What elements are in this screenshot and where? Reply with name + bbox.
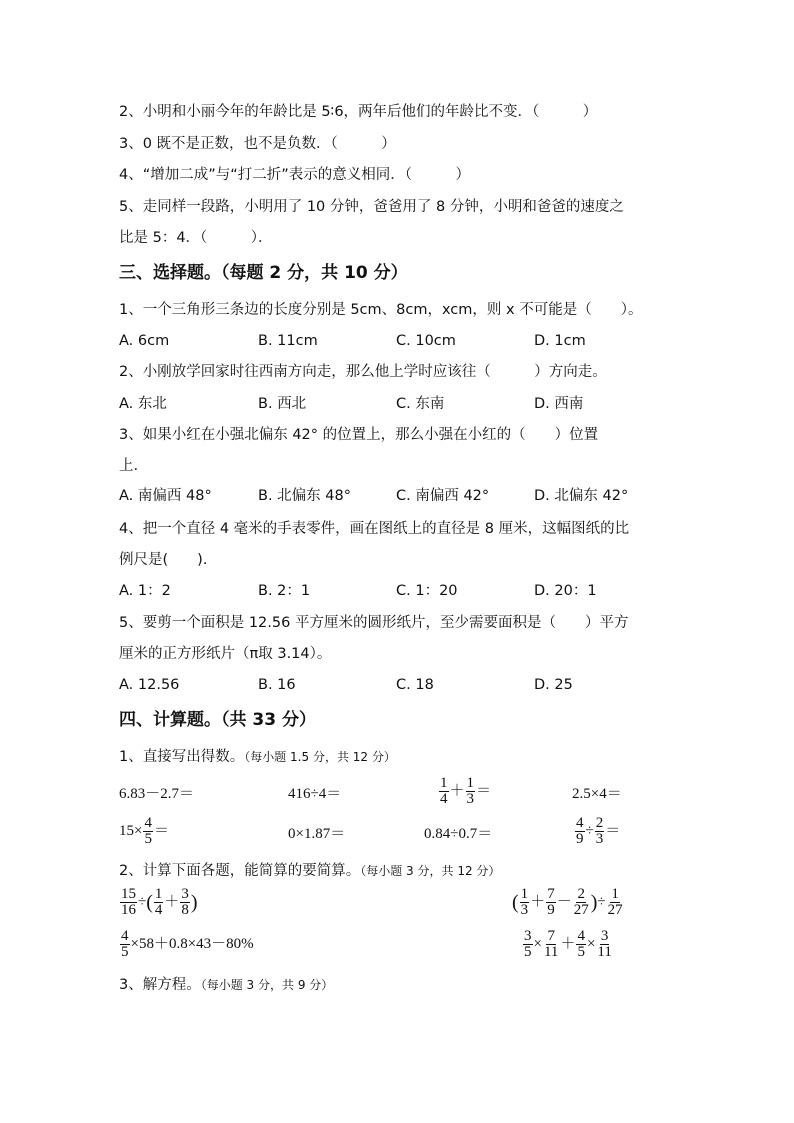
choice-q5-option-d: D. 25 bbox=[534, 677, 573, 693]
calc-item-7: 0.84÷0.7＝ bbox=[424, 826, 493, 842]
calc-item-6: 0×1.87＝ bbox=[288, 826, 346, 842]
choice-q4-option-b: B. 2：1 bbox=[258, 583, 311, 599]
fraction: $\frac{4}{9}$ bbox=[576, 815, 584, 847]
choice-q3-line2: 上. bbox=[119, 458, 139, 474]
choice-q2: 2、小刚放学回家时往西南方向走，那么他上学时应该往（ ）方向走。 bbox=[119, 364, 607, 380]
choice-q4-line2: 例尺是( ). bbox=[119, 552, 208, 568]
choice-q1: 1、一个三角形三条边的长度分别是 5cm、8cm，xcm，则 x 不可能是（ ）。 bbox=[119, 302, 643, 318]
choice-q2-option-d: D. 西南 bbox=[534, 396, 584, 412]
choice-q5-option-a: A. 12.56 bbox=[119, 677, 180, 693]
simplify-expr-2: ( $\frac{1}{3}$ ＋ $\frac{7}{9}$ － $\frac{2}{27}$ )÷ $\frac{1}{27}$ bbox=[512, 886, 623, 918]
choice-q1-option-c: C. 10cm bbox=[396, 333, 456, 349]
judge-q5-line2: 比是 5：4．（ ）． bbox=[119, 230, 273, 246]
calc-item-2: 416÷4＝ bbox=[288, 786, 342, 802]
calc-part1-heading bbox=[119, 747, 396, 767]
calc-item-3: $\frac{1}{4}$ ＋ $\frac{1}{3}$ ＝ bbox=[440, 775, 492, 807]
choice-q2-option-c: C. 东南 bbox=[396, 396, 445, 412]
choice-q1-option-b: B. 11cm bbox=[258, 333, 318, 349]
calc-item-4: 2.5×4＝ bbox=[572, 786, 622, 802]
calc-part3-note: （每小题 3 分，共 9 分） bbox=[200, 978, 334, 992]
fraction: $\frac{3}{8}$ bbox=[181, 886, 189, 918]
choice-q5-line1: 5、要剪一个面积是 12.56 平方厘米的圆形纸片，至少需要面积是（ ）平方 bbox=[119, 615, 629, 631]
calc-item-5: 15× $\frac{4}{5}$ ＝ bbox=[119, 815, 169, 847]
choice-q3-option-a: A. 南偏西 48° bbox=[119, 488, 212, 504]
calc-part1-note: （每小题 1.5 分，共 12 分） bbox=[244, 750, 396, 764]
choice-q2-option-b: B. 西北 bbox=[258, 396, 307, 412]
fraction: $\frac{1}{3}$ bbox=[466, 775, 475, 807]
simplify-expr-4: $\frac{3}{5}$ × $\frac{7}{11}$ ＋ $\frac{4}{5}$ × $\frac{3}{11}$ bbox=[524, 928, 612, 960]
fraction: $\frac{3}{5}$ bbox=[524, 928, 532, 960]
choice-q4-option-a: A. 1：2 bbox=[119, 583, 171, 599]
choice-q4-option-c: C. 1：20 bbox=[396, 583, 458, 599]
fraction: $\frac{7}{11}$ bbox=[543, 928, 559, 960]
choice-q4-option-d: D. 20：1 bbox=[534, 583, 597, 599]
section-3-title: 三、选择题。（每题 2 分，共 10 分） bbox=[119, 263, 408, 283]
calc-part3-heading bbox=[119, 975, 333, 995]
calc-item-1: 6.83－2.7＝ bbox=[119, 786, 195, 802]
simplify-expr-3: $\frac{4}{5}$ ×58＋0.8×43－80% bbox=[121, 928, 254, 960]
choice-q1-option-d: D. 1cm bbox=[534, 333, 586, 349]
calc-part2-label: 2、计算下面各题，能简算的要简算。 bbox=[119, 863, 361, 879]
fraction: $\frac{15}{16}$ bbox=[121, 886, 136, 918]
fraction: $\frac{4}{5}$ bbox=[144, 815, 152, 847]
simplify-expr-1: $\frac{15}{16}$ ÷( $\frac{1}{4}$ ＋ $\frac{3}{8}$ ) bbox=[121, 886, 198, 918]
fraction: $\frac{4}{5}$ bbox=[121, 928, 129, 960]
choice-q5-option-c: C. 18 bbox=[396, 677, 434, 693]
section-4-title: 四、计算题。（共 33 分） bbox=[119, 710, 316, 730]
fraction: $\frac{7}{9}$ bbox=[547, 886, 555, 918]
choice-q5-option-b: B. 16 bbox=[258, 677, 296, 693]
fraction: $\frac{3}{11}$ bbox=[597, 928, 612, 960]
fraction: $\frac{4}{5}$ bbox=[577, 928, 585, 960]
judge-q5-line1: 5、走同样一段路，小明用了 10 分钟，爸爸用了 8 分钟，小明和爸爸的速度之 bbox=[119, 199, 624, 215]
choice-q3-option-d: D. 北偏东 42° bbox=[534, 488, 629, 504]
judge-q4: 4、“增加二成”与“打二折”表示的意义相同．（ ） bbox=[119, 167, 471, 183]
judge-q2: 2、小明和小丽今年的年龄比是 5∶6，两年后他们的年龄比不变．（ ） bbox=[119, 104, 598, 120]
choice-q1-option-a: A. 6cm bbox=[119, 333, 170, 349]
fraction: $\frac{1}{3}$ bbox=[520, 886, 529, 918]
fraction: $\frac{1}{4}$ bbox=[154, 886, 163, 918]
calc-item-8: $\frac{4}{9}$ ÷ $\frac{2}{3}$ ＝ bbox=[576, 815, 621, 847]
choice-q4-line1: 4、把一个直径 4 毫米的手表零件，画在图纸上的直径是 8 厘米，这幅图纸的比 bbox=[119, 521, 630, 537]
fraction: $\frac{2}{27}$ bbox=[573, 886, 589, 918]
choice-q5-line2: 厘米的正方形纸片（π取 3.14）。 bbox=[119, 646, 332, 662]
fraction: $\frac{1}{4}$ bbox=[440, 775, 448, 807]
calc-part3-label: 3、解方程。 bbox=[119, 977, 201, 993]
fraction: $\frac{2}{3}$ bbox=[595, 815, 604, 847]
choice-q3-option-b: B. 北偏东 48° bbox=[258, 488, 351, 504]
choice-q3-line1: 3、如果小红在小强北偏东 42° 的位置上，那么小强在小红的（ ）位置 bbox=[119, 427, 599, 443]
calc-part2-note: （每小题 3 分，共 12 分） bbox=[360, 864, 501, 878]
fraction: $\frac{1}{27}$ bbox=[607, 886, 623, 918]
judge-q3: 3、0 既不是正数，也不是负数．（ ） bbox=[119, 136, 396, 152]
calc-part1-label: 1、直接写出得数。 bbox=[119, 749, 245, 765]
calc-part2-heading bbox=[119, 861, 500, 881]
choice-q3-option-c: C. 南偏西 42° bbox=[396, 488, 490, 504]
choice-q2-option-a: A. 东北 bbox=[119, 396, 167, 412]
